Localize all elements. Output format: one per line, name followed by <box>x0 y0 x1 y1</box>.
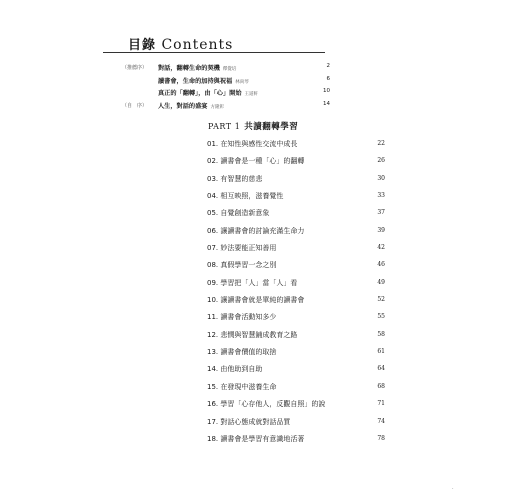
toc-entry-page: 55 <box>377 313 385 321</box>
part-title: 共讀翻轉學習 <box>244 122 299 132</box>
front-matter-item[interactable] <box>140 88 330 101</box>
front-matter-title: 對話，翻轉生命的契機 <box>158 65 220 72</box>
toc-entry-page: 39 <box>377 226 385 234</box>
front-matter-list <box>122 63 330 113</box>
toc-entry[interactable] <box>207 328 385 345</box>
title-chinese: 目錄 <box>128 38 157 53</box>
toc-entry-label: 07. 妙法要能正知善用 <box>207 244 277 253</box>
toc-entry[interactable] <box>207 345 385 362</box>
front-matter-tag: （自 序） <box>122 102 148 109</box>
toc-entry[interactable] <box>207 276 385 293</box>
toc-entry-label: 10. 讓讀書會就是單純的讀書會 <box>207 296 305 305</box>
toc-entry-label: 08. 真假學習一念之別 <box>207 261 277 270</box>
toc-entry-page: 33 <box>377 192 385 200</box>
toc-entry-page: 42 <box>377 244 385 252</box>
toc-entry-page: 68 <box>377 382 385 390</box>
toc-entry[interactable] <box>207 137 385 154</box>
toc-entry-page: 58 <box>377 330 385 338</box>
toc-entry-label: 05. 自覺創造新意象 <box>207 209 270 218</box>
toc-entry-label: 16. 學習「心存他人，反觀自照」的說 <box>207 400 326 409</box>
toc-entry[interactable] <box>207 415 385 432</box>
front-matter-item[interactable] <box>140 76 330 89</box>
front-matter-author: 王道軒 <box>244 92 259 97</box>
toc-entry-page: 52 <box>377 296 385 304</box>
toc-entry[interactable] <box>207 224 385 241</box>
toc-entry[interactable] <box>207 241 385 258</box>
front-matter-tag: （推薦序） <box>122 65 148 71</box>
toc-entry-page: 30 <box>377 174 385 182</box>
front-matter-title: 讀書會，生命的加持與祝福 <box>158 77 233 85</box>
toc-entry-label: 13. 讀書會價值的取捨 <box>207 348 277 357</box>
toc-entry-page: 61 <box>377 348 385 356</box>
part-label: PART 1 <box>208 122 241 131</box>
front-matter-item[interactable] <box>122 63 330 76</box>
front-matter-title: 真正的「翻轉」，由「心」開始 <box>158 90 242 97</box>
toc-entry-label: 17. 對話心態成就對話品質 <box>207 417 291 426</box>
toc-entry[interactable] <box>207 189 385 206</box>
toc-entry[interactable] <box>207 380 385 397</box>
front-matter-page: 2 <box>326 63 330 69</box>
toc-entry-label: 12. 悲憫與智慧鋪成教育之路 <box>207 330 298 339</box>
toc-entry-label: 14. 由他助到自助 <box>207 365 263 374</box>
toc-entry-page: 49 <box>377 278 385 286</box>
toc-entry-page: 64 <box>377 365 385 373</box>
toc-entry[interactable] <box>207 432 385 449</box>
front-matter-item[interactable] <box>122 100 330 114</box>
toc-entry-page: 78 <box>377 434 385 442</box>
toc-entry-page: 71 <box>377 400 385 408</box>
part-heading <box>208 120 298 132</box>
front-matter-author: 林尚琴 <box>235 79 249 85</box>
toc-entry-label: 15. 在發現中滋養生命 <box>207 382 277 391</box>
toc-entry-label: 09. 學習把「人」當「人」看 <box>207 278 298 287</box>
front-matter-author: 釋覺培 <box>222 67 237 72</box>
toc-entry-page: 22 <box>377 140 385 147</box>
toc-entry-page: 46 <box>377 261 385 269</box>
toc-entry-page: 26 <box>377 157 385 165</box>
toc-entry-label: 06. 讓讀書會的討論充滿生命力 <box>207 226 305 235</box>
title-english: Contents <box>161 37 234 53</box>
page-title <box>128 34 268 53</box>
toc-list <box>207 137 385 449</box>
front-matter-page: 10 <box>323 88 330 94</box>
front-matter-page: 6 <box>326 75 330 82</box>
toc-entry[interactable] <box>207 206 385 223</box>
toc-entry-label: 04. 相互映照，滋養覺性 <box>207 192 284 201</box>
toc-entry-label: 11. 讀書會活動知多少 <box>207 313 277 322</box>
toc-entry-label: 18. 讀書會是學習有意識地活著 <box>207 434 305 443</box>
toc-entry-label: 03. 有智慧的慈悲 <box>207 174 263 183</box>
title-underline <box>103 52 325 53</box>
toc-entry[interactable] <box>207 397 385 414</box>
front-matter-author: 方隆彰 <box>210 104 224 110</box>
front-matter-title: 人生，對話的盛宴 <box>158 102 208 110</box>
toc-entry[interactable] <box>207 293 385 310</box>
corner-mark: ⋅ <box>452 486 454 492</box>
toc-entry-page: 37 <box>377 209 385 217</box>
toc-entry[interactable] <box>207 154 385 171</box>
toc-entry[interactable] <box>207 258 385 275</box>
toc-entry-label: 02. 讀書會是一種「心」的翻轉 <box>207 157 305 166</box>
toc-entry[interactable] <box>207 362 385 379</box>
toc-entry[interactable] <box>207 310 385 327</box>
toc-entry[interactable] <box>207 172 385 189</box>
toc-entry-page: 74 <box>377 417 385 425</box>
front-matter-page: 14 <box>323 100 330 107</box>
toc-entry-label: 01. 在知性與感性交流中成長 <box>207 140 298 148</box>
